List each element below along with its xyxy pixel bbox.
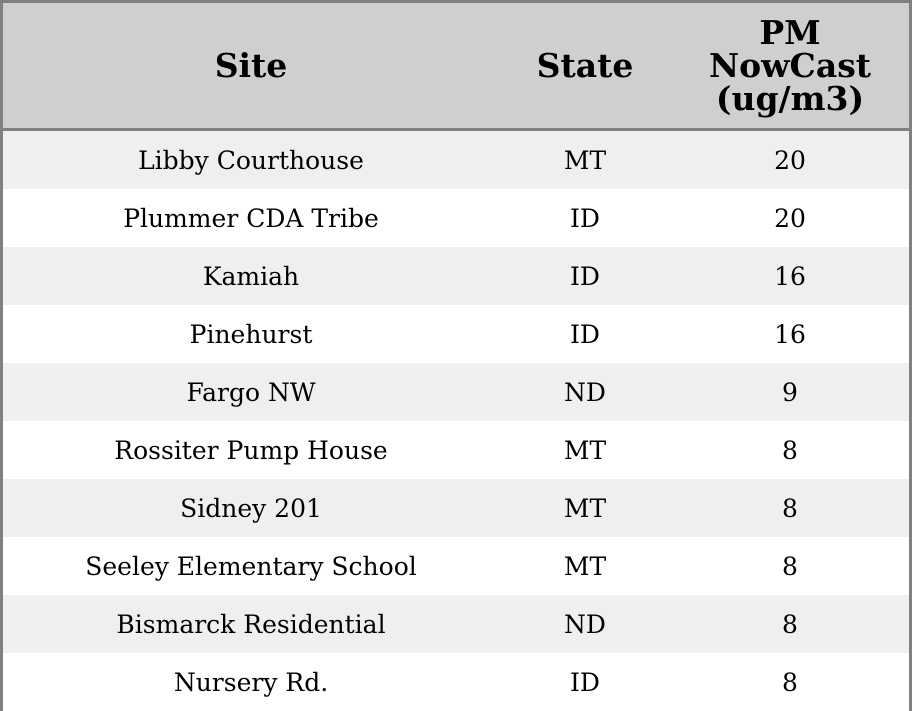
pm-nowcast-table (3, 3, 909, 711)
cell-site: Sidney 201 (3, 479, 499, 537)
cell-site: Nursery Rd. (3, 653, 499, 711)
table-row (3, 189, 909, 247)
column-header-state: State (499, 3, 671, 130)
table-row (3, 305, 909, 363)
cell-pm-nowcast: 8 (671, 479, 909, 537)
cell-state: MT (499, 421, 671, 479)
cell-pm-nowcast: 8 (671, 421, 909, 479)
cell-pm-nowcast: 8 (671, 537, 909, 595)
cell-pm-nowcast: 16 (671, 247, 909, 305)
table-row (3, 653, 909, 711)
cell-pm-nowcast: 20 (671, 130, 909, 190)
table-body (3, 130, 909, 711)
cell-state: ID (499, 247, 671, 305)
cell-state: ND (499, 363, 671, 421)
cell-state: MT (499, 479, 671, 537)
table-row (3, 130, 909, 190)
cell-state: MT (499, 537, 671, 595)
cell-state: MT (499, 130, 671, 190)
cell-pm-nowcast: 16 (671, 305, 909, 363)
cell-site: Rossiter Pump House (3, 421, 499, 479)
column-header-pm-nowcast: PM NowCast (ug/m3) (671, 3, 909, 130)
cell-site: Bismarck Residential (3, 595, 499, 653)
cell-pm-nowcast: 9 (671, 363, 909, 421)
cell-site: Fargo NW (3, 363, 499, 421)
table-row (3, 421, 909, 479)
cell-site: Seeley Elementary School (3, 537, 499, 595)
cell-site: Kamiah (3, 247, 499, 305)
table-row (3, 479, 909, 537)
table-row (3, 363, 909, 421)
cell-site: Plummer CDA Tribe (3, 189, 499, 247)
header-row (3, 3, 909, 130)
cell-state: ID (499, 305, 671, 363)
cell-pm-nowcast: 20 (671, 189, 909, 247)
cell-site: Pinehurst (3, 305, 499, 363)
table-row (3, 537, 909, 595)
cell-pm-nowcast: 8 (671, 653, 909, 711)
table-header (3, 3, 909, 130)
cell-state: ID (499, 653, 671, 711)
table-row (3, 595, 909, 653)
cell-state: ND (499, 595, 671, 653)
cell-site: Libby Courthouse (3, 130, 499, 190)
column-header-site: Site (3, 3, 499, 130)
table-row (3, 247, 909, 305)
cell-pm-nowcast: 8 (671, 595, 909, 653)
cell-state: ID (499, 189, 671, 247)
